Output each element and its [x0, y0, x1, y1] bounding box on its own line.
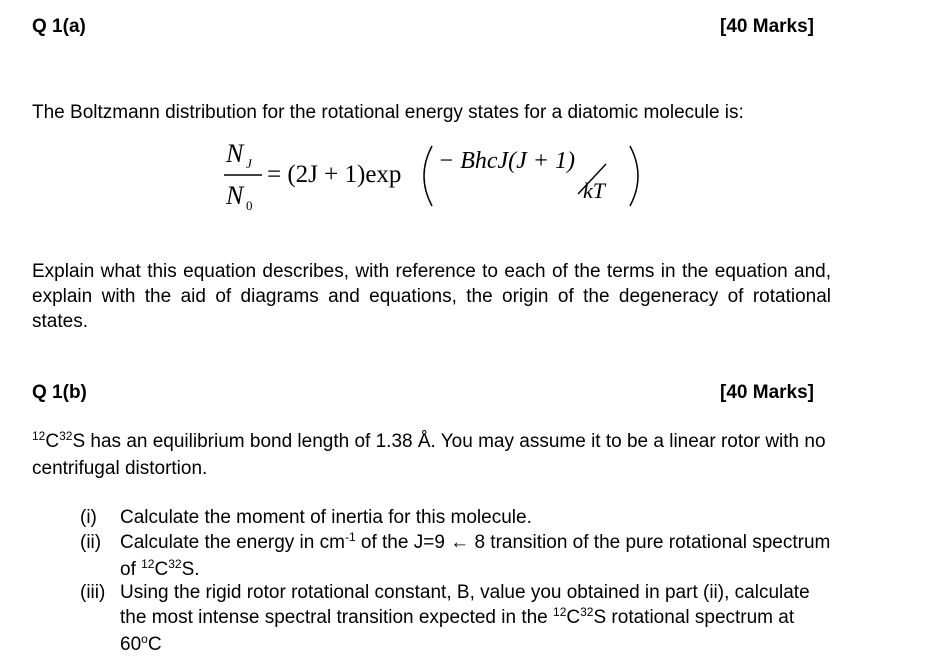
question-1a-explain: Explain what this equation describes, with reference to each of the terms in the equation and, explain with the aid of diagrams and equations, the origin of the degeneracy of rotational states.	[32, 261, 831, 332]
boltzmann-equation	[220, 138, 660, 218]
eq-left-paren	[424, 146, 432, 206]
isotope-12-sup: 12	[32, 429, 46, 443]
question-1a-marks: [40 Marks]	[720, 16, 814, 37]
eq-right-paren	[630, 146, 638, 206]
item-ii-text: Calculate the energy in $cm^{-1}$ of the J=9 ← 8 transition of the pure rotational spectrum of $^{12}C^{32}S$.	[120, 530, 831, 580]
carbon-symbol: C	[45, 431, 60, 452]
question-1b-intro-text: S has an equilibrium bond length of 1.38 Å. You may assume it to be a linear rotor with no centrifugal distortion.	[32, 431, 826, 479]
item-ii-number: (ii)	[80, 532, 102, 553]
eq-inner-denominator: kT	[583, 178, 605, 203]
question-1b-label: Q 1(b)	[32, 382, 87, 403]
eq-denominator-subscript: 0	[246, 198, 253, 213]
eq-inner-numerator: − BhcJ(J + 1)	[438, 148, 575, 174]
item-i-text: Calculate the moment of inertia for this molecule.	[120, 507, 532, 528]
item-i-number: (i)	[80, 507, 97, 528]
question-1a-label: Q 1(a)	[32, 16, 86, 37]
degree-sup: o	[141, 632, 148, 646]
item-iii-number: (iii)	[80, 582, 106, 603]
question-1b-marks: [40 Marks]	[720, 382, 814, 403]
unit-exponent-sup: -1	[344, 530, 356, 544]
eq-numerator-subscript: J	[246, 156, 252, 171]
question-1a-intro: The Boltzmann distribution for the rotational energy states for a diatomic molecule is:	[32, 102, 744, 123]
eq-numerator: N	[226, 139, 244, 168]
eq-middle: = (2J + 1)exp	[267, 161, 402, 188]
isotope-32-sup: 32	[59, 429, 73, 443]
eq-denominator: N	[226, 181, 244, 210]
question-1b-intro	[32, 429, 832, 481]
item-iii-text: Using the rigid rotor rotational constant, B, value you obtained in part (ii), calculate the most intense spectral transition expected in the $^{12}C^{32}S$ rotational spectrum at 60$^o$C	[120, 582, 810, 655]
